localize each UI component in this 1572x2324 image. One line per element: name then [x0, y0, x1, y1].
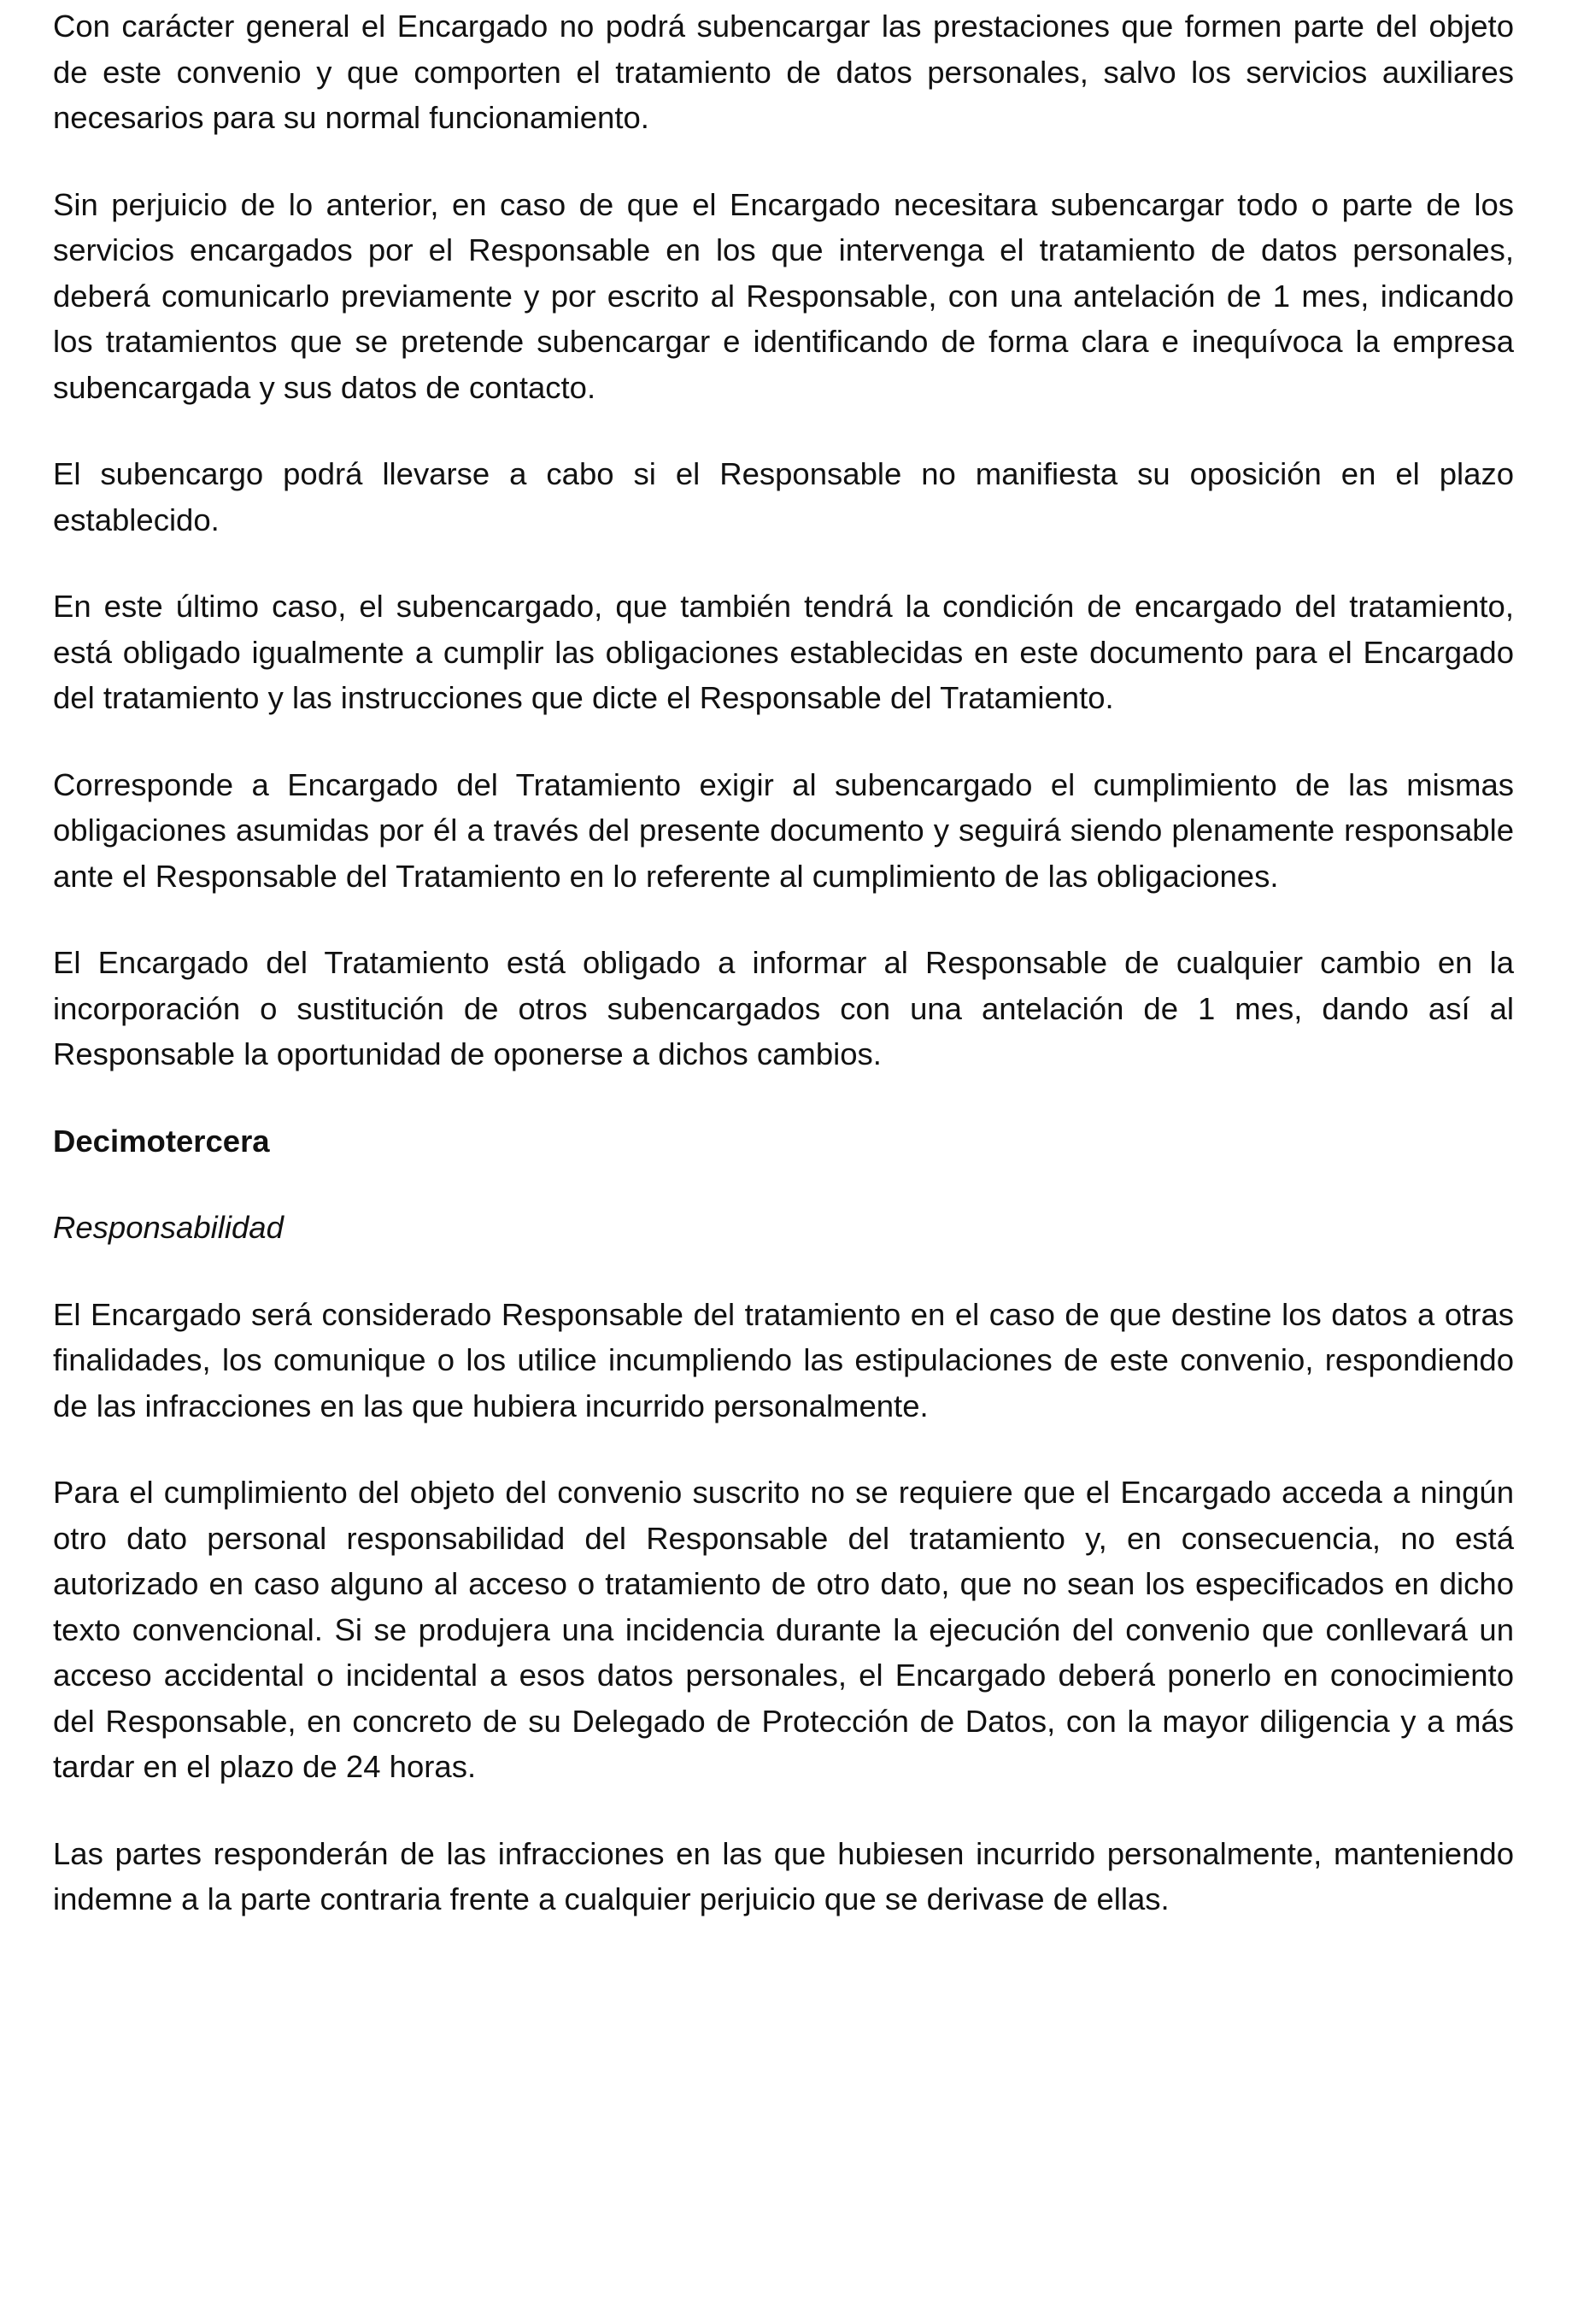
section-subheading: Responsabilidad [53, 1210, 284, 1245]
paragraph-change-notification: El Encargado del Tratamiento está obligado a informar al Responsable de cualquier cambio en la incorporación o sustitución de otros subencargados con una antelación de 1 mes, dando así al Responsable la oportunidad de oponerse a dichos cambios. [53, 945, 1514, 1071]
paragraph-subcontracting-opposition: El subencargo podrá llevarse a cabo si el Responsable no manifiesta su oposición en el plazo establecido. [53, 456, 1514, 537]
section-heading: Decimotercera [53, 1123, 270, 1159]
paragraph-data-access: Para el cumplimiento del objeto del convenio suscrito no se requiere que el Encargado acceda a ningún otro dato personal responsabilidad del Responsable del tratamiento y, en consecuencia, no está autorizado en caso alguno al acceso o tratamiento de otro dato, que no sean los especificados en dicho texto convencional. Si se produjera una incidencia durante la ejecución del convenio que conllevará un acceso accidental o incidental a esos datos personales, el Encargado deberá ponerlo en conocimiento del Responsable, en concreto de su Delegado de Protección de Datos, con la mayor diligencia y a más tardar en el plazo de 24 horas. [53, 1475, 1514, 1784]
paragraph-subprocessor-obligations: En este último caso, el subencargado, que también tendrá la condición de encargado del tratamiento, está obligado igualmente a cumplir las obligaciones establecidas en este documento para el Encargado del tratamiento y las instrucciones que dicte el Responsable del Tratamiento. [53, 589, 1514, 715]
paragraph-responsibility: El Encargado será considerado Responsable del tratamiento en el caso de que destine los datos a otras finalidades, los comunique o los utilice incumpliendo las estipulaciones de este convenio, respondiendo de las infracciones en las que hubiera incurrido personalmente. [53, 1296, 1514, 1423]
paragraph-subcontracting-notice: Sin perjuicio de lo anterior, en caso de que el Encargado necesitara subencargar todo o parte de los servicios encargados por el Responsable en los que intervenga el tratamiento de datos personales, deberá comunicarlo previamente y por escrito al Responsable, con una antelación de 1 mes, indicando los tratamientos que se pretende subencargar e identificando de forma clara e inequívoca la empresa subencargada y sus datos de contacto. [53, 186, 1514, 405]
paragraph-subcontracting-general: Con carácter general el Encargado no podrá subencargar las prestaciones que formen parte del objeto de este convenio y que comporten el tratamiento de datos personales, salvo los servicios auxiliares necesarios para su normal funcionamiento. [53, 9, 1514, 135]
paragraph-parties-liability: Las partes responderán de las infracciones en las que hubiesen incurrido personalmente, manteniendo indemne a la parte contraria frente a cualquier perjuicio que se derivase de ellas. [53, 1835, 1514, 1916]
paragraph-processor-liability: Corresponde a Encargado del Tratamiento exigir al subencargado el cumplimiento de las mismas obligaciones asumidas por él a través del presente documento y seguirá siendo plenamente responsable ante el Responsable del Tratamiento en lo referente al cumplimiento de las obligaciones. [53, 766, 1514, 894]
document-page [53, 0, 1514, 1963]
